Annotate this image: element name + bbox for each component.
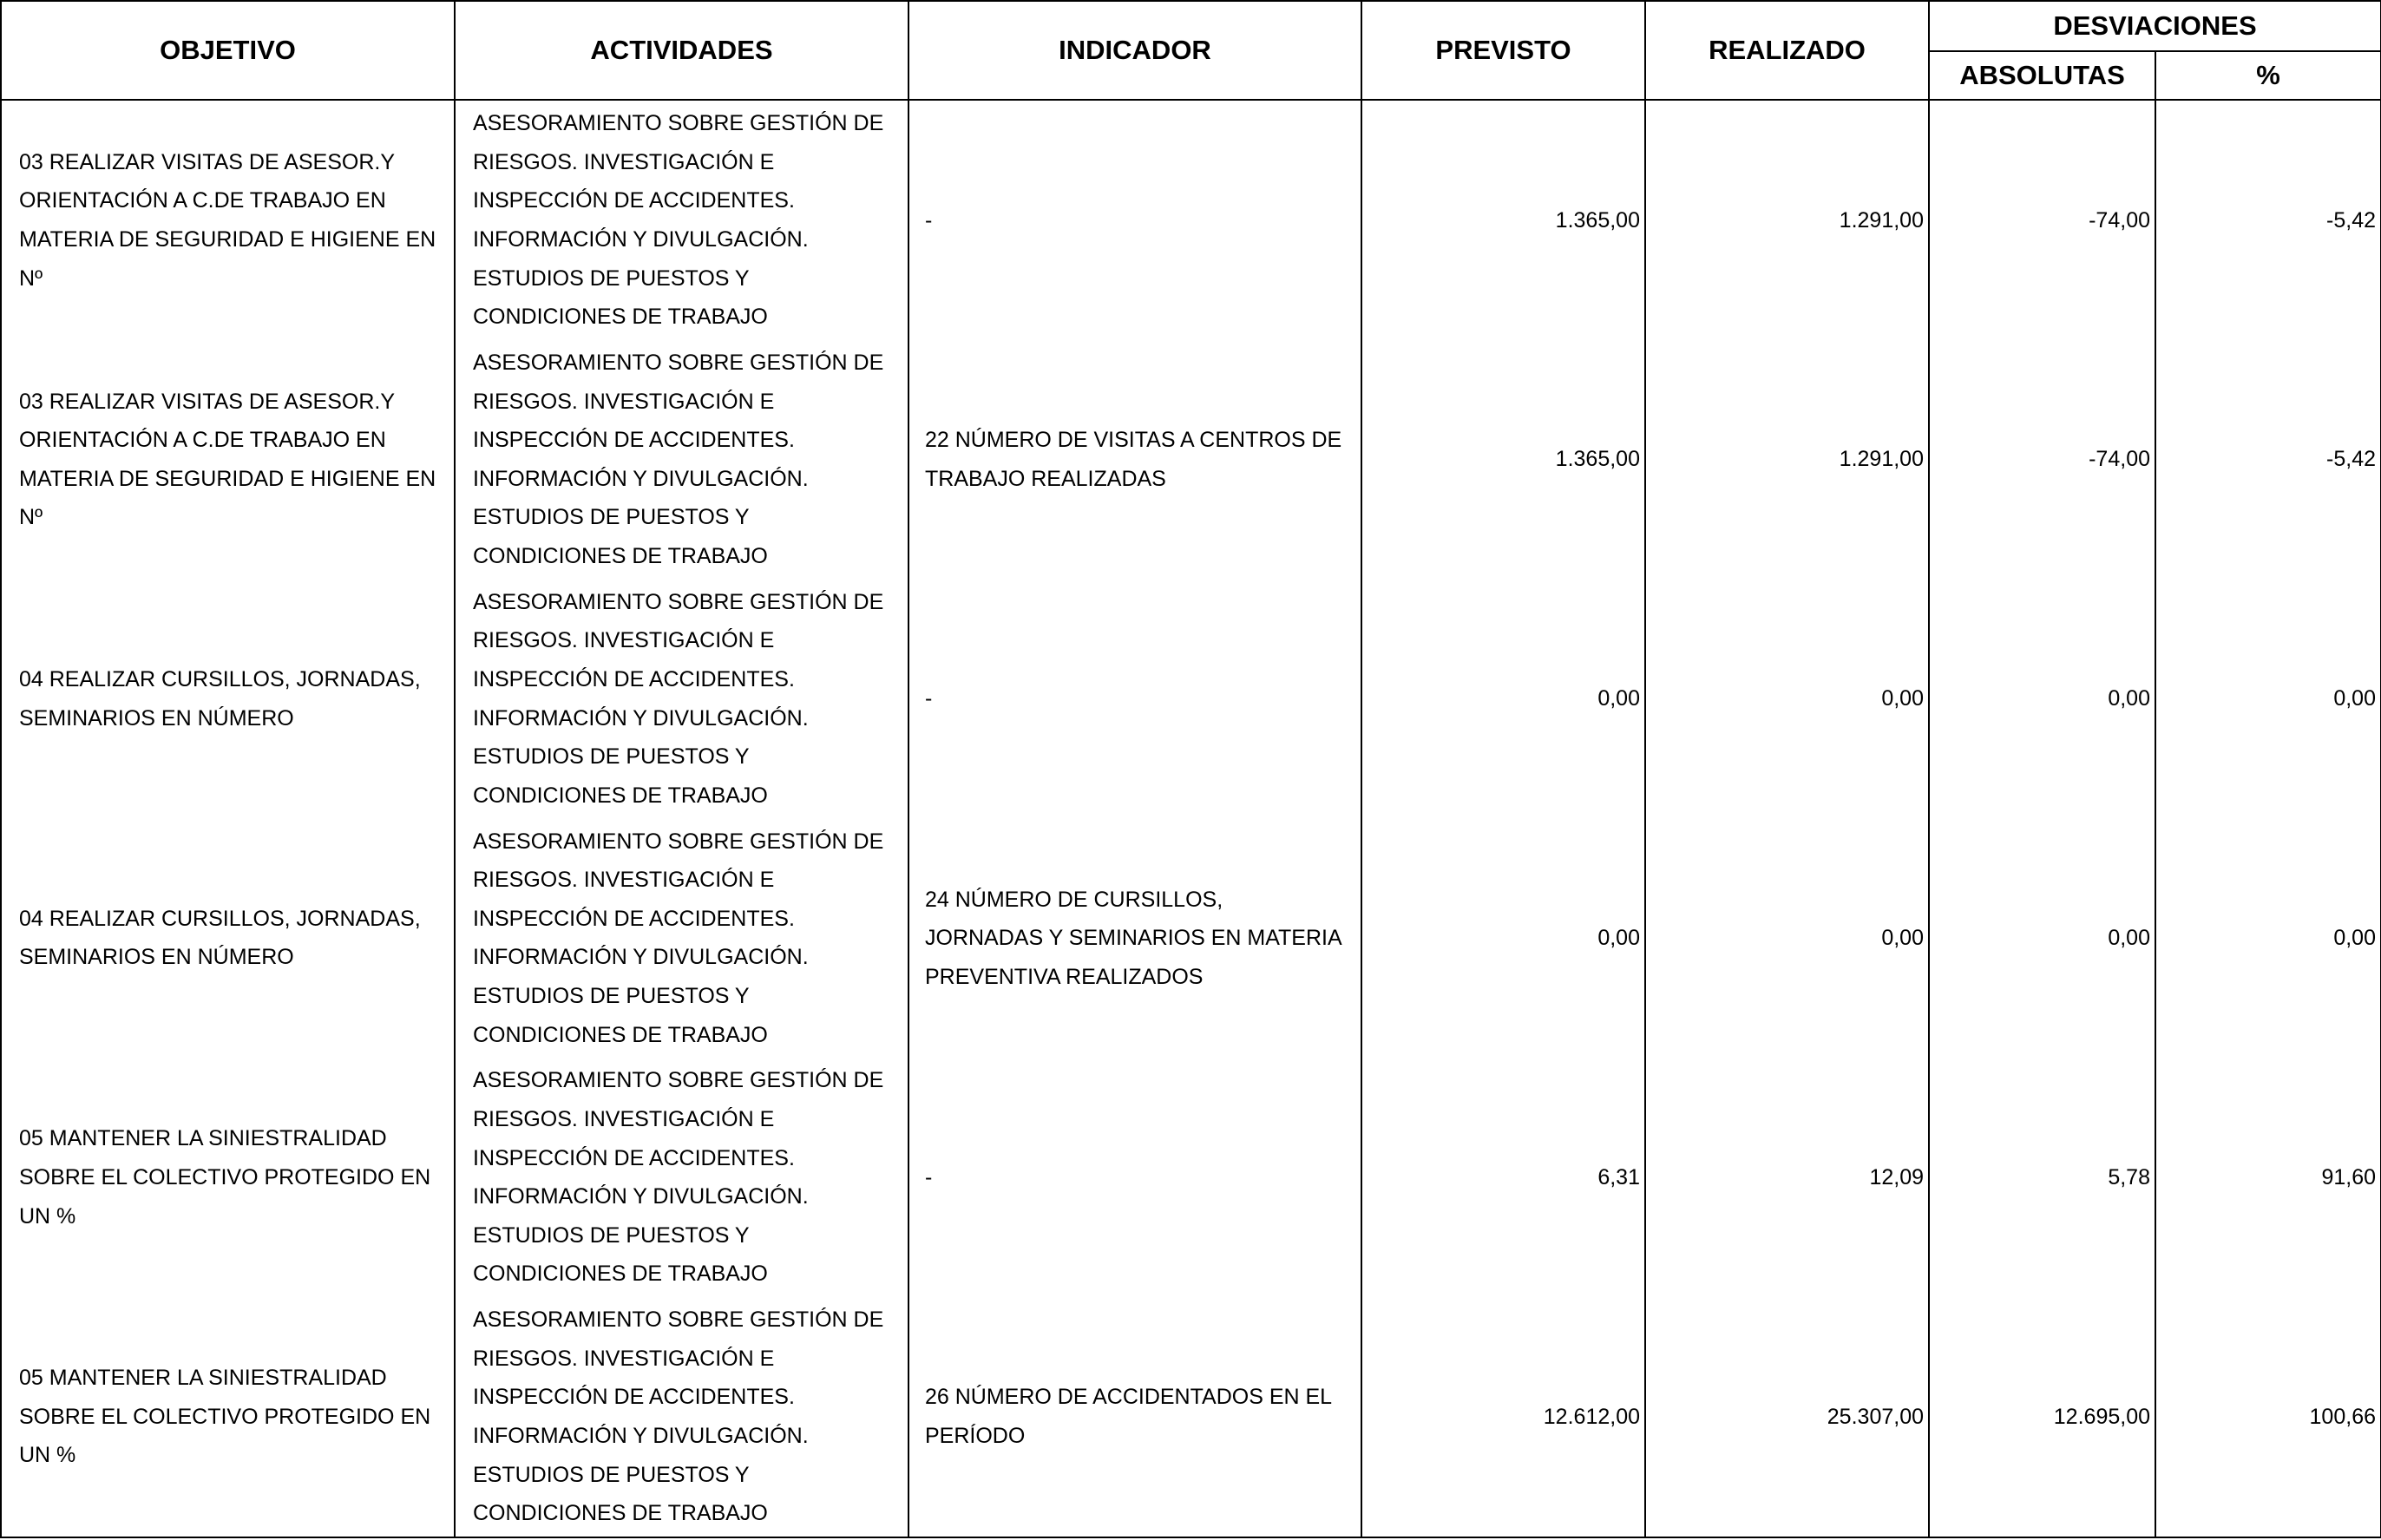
cell-absolutas: 5,78 xyxy=(1929,1058,2155,1297)
cell-absolutas: -74,00 xyxy=(1929,340,2155,580)
cell-objetivo: 05 MANTENER LA SINIESTRALIDAD SOBRE EL COLECTIVO PROTEGIDO EN UN % xyxy=(1,1058,455,1297)
cell-previsto: 0,00 xyxy=(1361,818,1645,1058)
cell-indicador: 22 NÚMERO DE VISITAS A CENTROS DE TRABAJO REALIZADAS xyxy=(908,340,1361,580)
cell-previsto: 1.365,00 xyxy=(1361,100,1645,340)
cell-absolutas: 0,00 xyxy=(1929,580,2155,819)
cell-previsto: 6,31 xyxy=(1361,1058,1645,1297)
table-row xyxy=(1,580,2381,819)
cell-porcentaje: -5,42 xyxy=(2155,340,2381,580)
cell-porcentaje: 91,60 xyxy=(2155,1058,2381,1297)
cell-realizado: 25.307,00 xyxy=(1645,1297,1929,1537)
header-previsto: PREVISTO xyxy=(1361,1,1645,100)
table-row xyxy=(1,340,2381,580)
cell-porcentaje: 100,66 xyxy=(2155,1297,2381,1537)
cell-indicador: 26 NÚMERO DE ACCIDENTADOS EN EL PERÍODO xyxy=(908,1297,1361,1537)
cell-realizado: 0,00 xyxy=(1645,818,1929,1058)
cell-indicador: 24 NÚMERO DE CURSILLOS, JORNADAS Y SEMINARIOS EN MATERIA PREVENTIVA REALIZADOS xyxy=(908,818,1361,1058)
cell-actividades: ASESORAMIENTO SOBRE GESTIÓN DE RIESGOS. INVESTIGACIÓN E INSPECCIÓN DE ACCIDENTES. INFORMACIÓN Y DIVULGACIÓN. ESTUDIOS DE PUESTOS Y CONDICIONES DE TRABAJO xyxy=(455,818,908,1058)
table-row xyxy=(1,1297,2381,1537)
cell-objetivo: 04 REALIZAR CURSILLOS, JORNADAS, SEMINARIOS EN NÚMERO xyxy=(1,818,455,1058)
cell-actividades: ASESORAMIENTO SOBRE GESTIÓN DE RIESGOS. INVESTIGACIÓN E INSPECCIÓN DE ACCIDENTES. INFORMACIÓN Y DIVULGACIÓN. ESTUDIOS DE PUESTOS Y CONDICIONES DE TRABAJO xyxy=(455,1297,908,1537)
header-indicador: INDICADOR xyxy=(908,1,1361,100)
cell-previsto: 0,00 xyxy=(1361,580,1645,819)
cell-realizado: 1.291,00 xyxy=(1645,100,1929,340)
cell-objetivo: 04 REALIZAR CURSILLOS, JORNADAS, SEMINARIOS EN NÚMERO xyxy=(1,580,455,819)
cell-realizado: 1.291,00 xyxy=(1645,340,1929,580)
header-objetivo: OBJETIVO xyxy=(1,1,455,100)
cell-porcentaje: 0,00 xyxy=(2155,580,2381,819)
cell-objetivo: 05 MANTENER LA SINIESTRALIDAD SOBRE EL COLECTIVO PROTEGIDO EN UN % xyxy=(1,1297,455,1537)
cell-absolutas: -74,00 xyxy=(1929,100,2155,340)
cell-objetivo: 03 REALIZAR VISITAS DE ASESOR.Y ORIENTACIÓN A C.DE TRABAJO EN MATERIA DE SEGURIDAD E HIGIENE EN Nº xyxy=(1,100,455,340)
header-absolutas: ABSOLUTAS xyxy=(1929,51,2155,100)
header-actividades: ACTIVIDADES xyxy=(455,1,908,100)
cell-indicador: - xyxy=(908,1058,1361,1297)
cell-actividades: ASESORAMIENTO SOBRE GESTIÓN DE RIESGOS. INVESTIGACIÓN E INSPECCIÓN DE ACCIDENTES. INFORMACIÓN Y DIVULGACIÓN. ESTUDIOS DE PUESTOS Y CONDICIONES DE TRABAJO xyxy=(455,1058,908,1297)
cell-objetivo: 03 REALIZAR VISITAS DE ASESOR.Y ORIENTACIÓN A C.DE TRABAJO EN MATERIA DE SEGURIDAD E HIGIENE EN Nº xyxy=(1,340,455,580)
cell-indicador: - xyxy=(908,100,1361,340)
table-row xyxy=(1,100,2381,340)
table-header xyxy=(1,1,2381,100)
cell-realizado: 12,09 xyxy=(1645,1058,1929,1297)
table-row xyxy=(1,1058,2381,1297)
cell-realizado: 0,00 xyxy=(1645,580,1929,819)
header-realizado: REALIZADO xyxy=(1645,1,1929,100)
cell-indicador: - xyxy=(908,580,1361,819)
cell-actividades: ASESORAMIENTO SOBRE GESTIÓN DE RIESGOS. INVESTIGACIÓN E INSPECCIÓN DE ACCIDENTES. INFORMACIÓN Y DIVULGACIÓN. ESTUDIOS DE PUESTOS Y CONDICIONES DE TRABAJO xyxy=(455,340,908,580)
table-row xyxy=(1,818,2381,1058)
table-body xyxy=(1,100,2381,1537)
cell-absolutas: 12.695,00 xyxy=(1929,1297,2155,1537)
cell-porcentaje: 0,00 xyxy=(2155,818,2381,1058)
header-porcentaje: % xyxy=(2155,51,2381,100)
cell-previsto: 1.365,00 xyxy=(1361,340,1645,580)
cell-previsto: 12.612,00 xyxy=(1361,1297,1645,1537)
cell-absolutas: 0,00 xyxy=(1929,818,2155,1058)
cell-actividades: ASESORAMIENTO SOBRE GESTIÓN DE RIESGOS. INVESTIGACIÓN E INSPECCIÓN DE ACCIDENTES. INFORMACIÓN Y DIVULGACIÓN. ESTUDIOS DE PUESTOS Y CONDICIONES DE TRABAJO xyxy=(455,580,908,819)
cell-porcentaje: -5,42 xyxy=(2155,100,2381,340)
cell-actividades: ASESORAMIENTO SOBRE GESTIÓN DE RIESGOS. INVESTIGACIÓN E INSPECCIÓN DE ACCIDENTES. INFORMACIÓN Y DIVULGACIÓN. ESTUDIOS DE PUESTOS Y CONDICIONES DE TRABAJO xyxy=(455,100,908,340)
header-desviaciones: DESVIACIONES xyxy=(1929,1,2381,51)
